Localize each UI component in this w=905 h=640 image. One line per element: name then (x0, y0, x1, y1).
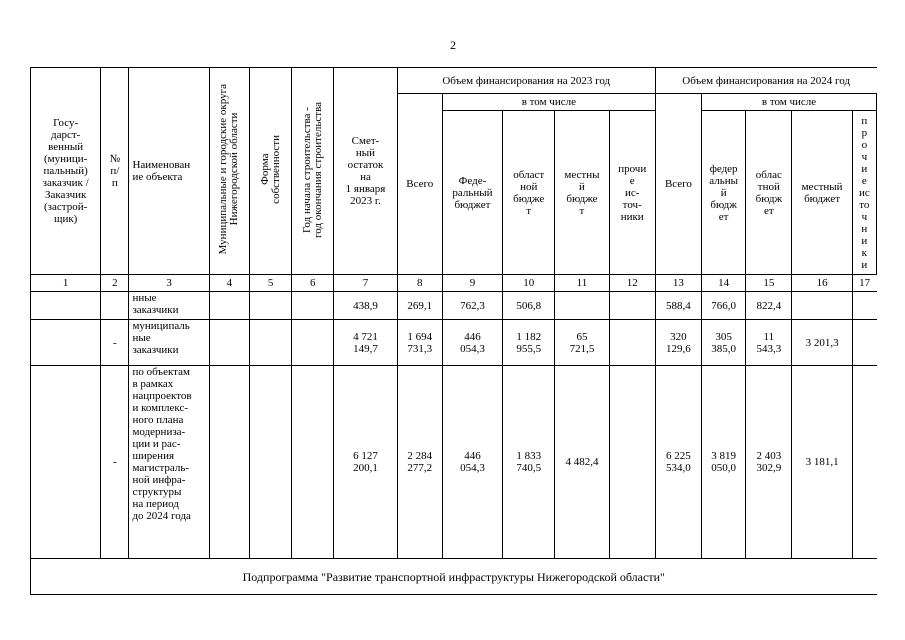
cell-loc-2024: 3 201,3 (792, 320, 852, 366)
cell-num (101, 292, 129, 320)
page-number: 2 (450, 38, 456, 52)
cell-oth-2023 (609, 320, 655, 366)
cell-fed-2024: 3 819 050,0 (702, 366, 746, 559)
col-index: 4 (209, 275, 249, 292)
cell-total-2024: 588,4 (655, 292, 701, 320)
header-incl-2024: в том числе (702, 94, 877, 111)
cell-estimate: 4 721 149,7 (334, 320, 397, 366)
cell-total-2023: 269,1 (397, 292, 442, 320)
financing-table (30, 67, 877, 595)
cell-loc-2024 (792, 292, 852, 320)
cell-fed-2023: 446 054,3 (442, 320, 502, 366)
cell-total-2023: 2 284 277,2 (397, 366, 442, 559)
col-index: 8 (397, 275, 442, 292)
cell-total-2024: 6 225 534,0 (655, 366, 701, 559)
cell-districts (209, 366, 249, 559)
col-index: 10 (503, 275, 555, 292)
cell-object-name: по объектам в рамках нацпроектов и комплекс- ного плана модерниза- ции и рас- ширения магистраль- ной инфра- структуры на период до 2024 года (129, 366, 209, 559)
header-customer: Госу- дарст- венный (муници- пальный) заказчик / Заказчик (застрой- щик) (31, 68, 101, 275)
col-index: 1 (31, 275, 101, 292)
col-index: 9 (442, 275, 502, 292)
header-estimate: Смет- ный остаток на 1 января 2023 г. (334, 68, 397, 275)
cell-reg-2023: 506,8 (503, 292, 555, 320)
cell-reg-2024: 2 403 302,9 (746, 366, 792, 559)
header-total-2023: Всего (397, 94, 442, 275)
cell-years (292, 292, 334, 320)
col-index: 15 (746, 275, 792, 292)
col-index: 17 (852, 275, 876, 292)
cell-districts (209, 320, 249, 366)
col-index: 12 (609, 275, 655, 292)
col-index: 13 (655, 275, 701, 292)
header-loc-2024: местный бюджет (792, 111, 852, 275)
header-reg-2024: облас тной бюдж ет (746, 111, 792, 275)
cell-oth-2024 (852, 366, 876, 559)
cell-oth-2024 (852, 320, 876, 366)
table-row (31, 366, 877, 559)
col-index: 5 (249, 275, 291, 292)
cell-reg-2024: 822,4 (746, 292, 792, 320)
cell-loc-2023 (555, 292, 609, 320)
cell-years (292, 366, 334, 559)
header-ownership: Форма собственности (249, 68, 291, 275)
cell-ownership (249, 292, 291, 320)
cell-oth-2023 (609, 292, 655, 320)
cell-object-name: муниципаль ные заказчики (129, 320, 209, 366)
table-row (31, 320, 877, 366)
column-index-row (31, 275, 877, 292)
header-reg-2023: област ной бюдже т (503, 111, 555, 275)
cell-customer (31, 320, 101, 366)
header-fin-2023: Объем финансирования на 2023 год (397, 68, 655, 94)
header-fed-2023: Феде- ральный бюджет (442, 111, 502, 275)
cell-ownership (249, 320, 291, 366)
cell-loc-2024: 3 181,1 (792, 366, 852, 559)
subprogram-title: Подпрограмма "Развитие транспортной инфраструктуры Нижегородской области" (31, 559, 877, 595)
cell-num: - (101, 366, 129, 559)
header-oth-2023: прочи е ис- точ- ники (609, 111, 655, 275)
cell-reg-2023: 1 833 740,5 (503, 366, 555, 559)
cell-total-2023: 1 694 731,3 (397, 320, 442, 366)
header-years: Год начала строительства - год окончания строительства (292, 68, 334, 275)
cell-oth-2023 (609, 366, 655, 559)
table-row (31, 292, 877, 320)
col-index: 14 (702, 275, 746, 292)
header-fin-2024: Объем финансирования на 2024 год (655, 68, 876, 94)
cell-loc-2023: 4 482,4 (555, 366, 609, 559)
header-object-name: Наименован ие объекта (129, 68, 209, 275)
header-incl-2023: в том числе (442, 94, 655, 111)
col-index: 2 (101, 275, 129, 292)
col-index: 11 (555, 275, 609, 292)
cell-ownership (249, 366, 291, 559)
cell-oth-2024 (852, 292, 876, 320)
cell-reg-2023: 1 182 955,5 (503, 320, 555, 366)
cell-estimate: 6 127 200,1 (334, 366, 397, 559)
col-index: 7 (334, 275, 397, 292)
header-num: № п/ п (101, 68, 129, 275)
cell-districts (209, 292, 249, 320)
header-total-2024: Всего (655, 94, 701, 275)
header-loc-2023: местны й бюдже т (555, 111, 609, 275)
header-districts: Муниципальные и городские округа Нижегородской области (209, 68, 249, 275)
header-oth-2024: п р о ч и е ис то ч н и к и (852, 111, 876, 275)
cell-num: - (101, 320, 129, 366)
cell-total-2024: 320 129,6 (655, 320, 701, 366)
cell-object-name: нные заказчики (129, 292, 209, 320)
cell-fed-2024: 305 385,0 (702, 320, 746, 366)
cell-years (292, 320, 334, 366)
cell-loc-2023: 65 721,5 (555, 320, 609, 366)
col-index: 3 (129, 275, 209, 292)
col-index: 16 (792, 275, 852, 292)
cell-fed-2024: 766,0 (702, 292, 746, 320)
cell-customer (31, 366, 101, 559)
col-index: 6 (292, 275, 334, 292)
cell-reg-2024: 11 543,3 (746, 320, 792, 366)
header-fed-2024: федер альны й бюдж ет (702, 111, 746, 275)
cell-customer (31, 292, 101, 320)
cell-fed-2023: 446 054,3 (442, 366, 502, 559)
cell-fed-2023: 762,3 (442, 292, 502, 320)
cell-estimate: 438,9 (334, 292, 397, 320)
